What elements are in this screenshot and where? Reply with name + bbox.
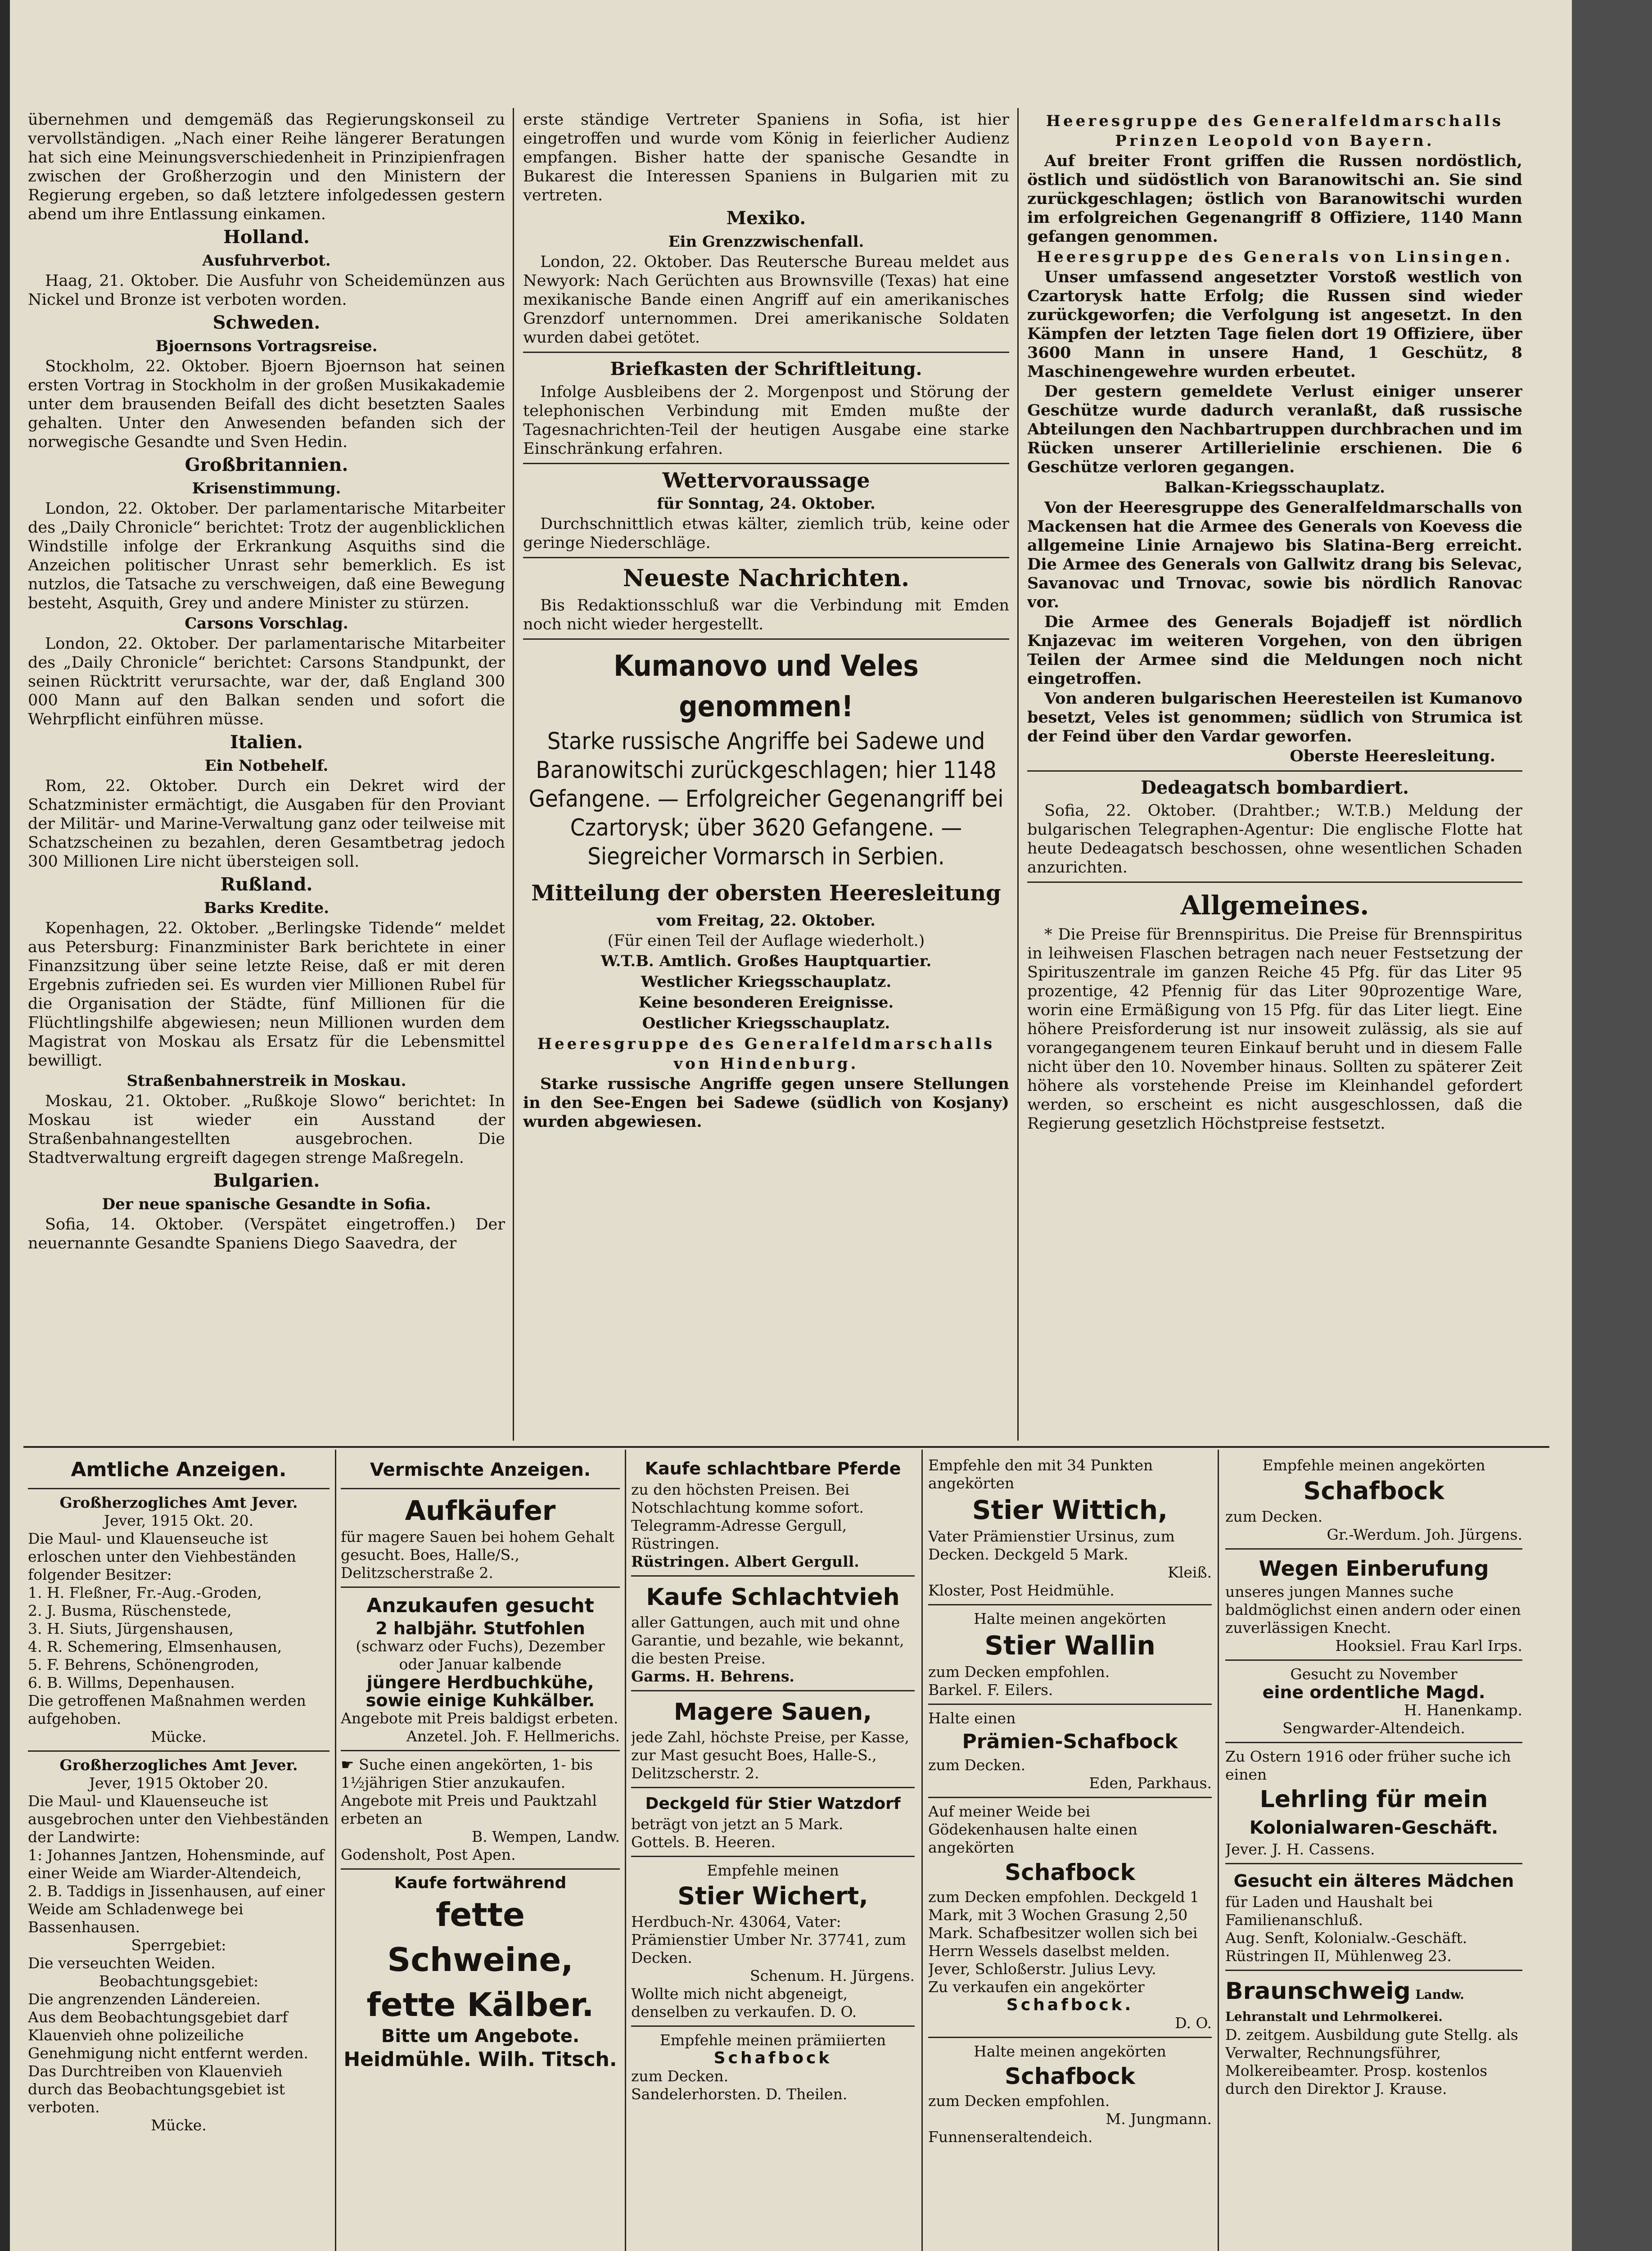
column-rule-1	[513, 108, 514, 1441]
ad-heading: Stier Wittich,	[972, 1495, 1168, 1525]
ad-section-title: Amtliche Anzeigen.	[71, 1458, 287, 1481]
ad-heading: Großherzogliches Amt Jever.	[59, 1756, 298, 1774]
divider	[523, 463, 1009, 464]
subheading: Der neue spanische Gesandte in Sofia.	[102, 1195, 431, 1213]
divider	[631, 2025, 915, 2027]
ad-text: Das Durchtreiben von Klauenvieh durch das Beobachtungsgebiet ist verboten.	[28, 2062, 285, 2116]
ad-column-4	[928, 1456, 1212, 2251]
ad-heading: Schafbock	[1005, 1859, 1135, 1885]
ad-location: Kloster, Post Heidmühle.	[928, 1582, 1115, 1599]
divider	[631, 1787, 915, 1788]
divider	[1225, 1863, 1522, 1864]
divider	[341, 1587, 620, 1588]
divider	[1225, 1548, 1522, 1550]
ad-heading: Anzukaufen gesucht	[366, 1594, 594, 1617]
ad-text: Auf meiner Weide bei Gödekenhausen halte einen angekörten	[928, 1803, 1137, 1856]
section-heading: Rußland.	[220, 874, 313, 895]
ad-subheading: 2 halbjähr. Stutfohlen	[375, 1618, 585, 1638]
divider	[341, 1488, 620, 1489]
ad-column-3	[631, 1456, 915, 2251]
ad-text: zum Decken empfohlen.	[928, 1663, 1110, 1681]
ad-signature: Jever. J. H. Cassens.	[1225, 1840, 1375, 1858]
section-heading: Mitteilung der obersten Heeresleitung	[531, 881, 1001, 906]
section-rule	[23, 1446, 1549, 1448]
ad-heading: Lehrling für mein	[1259, 1786, 1488, 1813]
subheading: Straßenbahnerstreik in Moskau.	[126, 1072, 406, 1090]
ad-signature: Heidmühle. Wilh. Titsch.	[343, 2048, 617, 2071]
ad-heading: Wegen Einberufung	[1259, 1556, 1489, 1581]
divider	[631, 1575, 915, 1577]
headline-main: Kumanovo und Veles genommen!	[614, 650, 919, 723]
divider	[523, 638, 1009, 640]
paragraph: erste ständige Vertreter Spaniens in Sofia, ist hier eingetroffen und wurde vom König in feierlicher Audienz empfangen. Bisher hatte der spanische Gesandte in Bukarest die Interessen Spaniens in Bulgarien mit zu vertreten.	[523, 111, 1009, 204]
divider	[928, 1704, 1212, 1705]
divider	[1027, 770, 1522, 772]
ad-label: Beobachtungsgebiet:	[99, 1972, 259, 1990]
paragraph: Unser umfassend angesetzter Vorstoß westlich von Czartorysk hatte Erfolg; die Russen sind wieder zurückgeworfen; die Verfolgung ist angesetzt. In den Kämpfen der letzten Tage fielen dort 19 Offiziere, über 3600 Mann in unsere Hand, 1 Geschütz, 8 Maschinengewehre wurden erbeutet.	[1027, 268, 1522, 381]
ad-heading: Stier Wichert,	[677, 1882, 868, 1910]
ad-heading: Stier Wallin	[984, 1630, 1155, 1661]
section-heading: Schweden.	[212, 312, 320, 333]
paragraph: Bis Redaktionsschluß war die Verbindung mit Emden noch nicht wieder hergestellt.	[523, 597, 1009, 633]
paragraph: Kopenhagen, 22. Oktober. „Berlingske Tidende“ meldet aus Petersburg: Finanzminister Bark berichtete in einer Finanzsitzung über seine letzte Reise, daß er mit deren Ergebnis zufrieden sei. Es wurden vier Millionen Rubel für die Organisation der Städte, fünf Millionen für die Flüchtlingshilfe abgewiesen; neun Millionen wurden dem Magistrat von Moskau als Ersatz für die Lebensmittel bewilligt.	[28, 919, 505, 1070]
ad-heading: Aufkäufer	[405, 1495, 556, 1527]
ad-rule-3	[921, 1450, 923, 2251]
pointing-hand-icon: ☛	[341, 1756, 359, 1773]
ad-text: zum Decken empfohlen.	[928, 2092, 1110, 2110]
ad-heading: Kolonialwaren-Geschäft.	[1249, 1817, 1499, 1838]
list-item: 2. J. Busma, Rüschenstede,	[28, 1602, 232, 1619]
subheading: vom Freitag, 22. Oktober.	[656, 912, 876, 930]
ad-heading: Großherzogliches Amt Jever.	[59, 1494, 298, 1511]
paragraph: Der gestern gemeldete Verlust einiger unserer Geschütze wurde dadurch veranlaßt, daß russische Abteilungen den Nachbartruppen durchbrachen und im Rücken unserer Artillerielinie erschienen. Die 6 Geschütze verloren gegangen.	[1027, 382, 1522, 476]
ad-signature: Kleiß.	[1168, 1564, 1212, 1581]
ad-text-content: Suche einen angekörten, 1- bis 1½jährigen Stier anzukaufen. Angebote mit Preis und Pauktzahl erbeten an	[341, 1756, 597, 1827]
ad-text: für Laden und Haushalt bei Familienanschluß.	[1225, 1893, 1433, 1929]
subheading: für Sonntag, 24. Oktober.	[657, 495, 876, 513]
paragraph: * Die Preise für Brennspiritus. Die Preise für Brennspiritus in leihweisen Flaschen betragen nach neuer Festsetzung der Spirituszentrale im ganzen Reiche 45 Pfg. für das Liter 95 prozentige, 42 Pfennig für das Liter 90prozentige Ware, worin eine Ermäßigung von 15 Pfg. für das Liter liegt. Eine höhere Preisforderung ist nur insoweit zulässig, als sie auf vorangegangenem teuren Einkauf beruht und in diesem Falle nicht über den 10. November hinaus. Sollten zu späterer Zeit höhere als vorstehende Preise im Kleinhandel gefordert werden, so erscheint es nicht ausgeschlossen, daß die Regierung gesetzlich Höchstpreise festsetzt.	[1027, 926, 1522, 1133]
newspaper-page	[10, 0, 1572, 2251]
ad-heading: Braunschweig	[1225, 1978, 1411, 2005]
ad-text: Gesucht zu November	[1290, 1665, 1458, 1683]
ad-text: Angebote mit Preis baldigst erbeten.	[341, 1709, 618, 1727]
ad-heading: Schafbock	[713, 2049, 832, 2067]
section-heading: Mexiko.	[726, 208, 806, 229]
ad-signature: H. Hanenkamp.	[1404, 1701, 1522, 1719]
divider	[523, 557, 1009, 558]
ad-subheading: eine ordentliche Magd.	[1262, 1682, 1485, 1702]
ad-heading: Gesucht ein älteres Mädchen	[1233, 1871, 1514, 1891]
ad-signature: Aug. Senft, Kolonialw.-Geschäft. Rüstringen II, Mühlenweg 23.	[1225, 1929, 1467, 1965]
ad-subheading: jüngere Herdbuchkühe,	[366, 1672, 594, 1692]
paragraph: Sofia, 22. Oktober. (Drahtber.; W.T.B.) Meldung der bulgarischen Telegraphen-Agentur: Die englische Flotte hat heute Dedeagatsch beschossen, ohne wesentlichen Schaden anzurichten.	[1027, 802, 1522, 877]
ad-rule-1	[335, 1450, 336, 2251]
ad-headline: fette Kälber.	[366, 1986, 594, 2024]
ad-rule-4	[1218, 1450, 1219, 2251]
list-item: 5. F. Behrens, Schönengroden,	[28, 1656, 259, 1673]
subheading: Ausfuhrverbot.	[202, 252, 331, 270]
divider	[928, 2037, 1212, 2038]
ad-signature: Eden, Parkhaus.	[1089, 1774, 1212, 1792]
ad-signature: Garms. H. Behrens.	[631, 1668, 794, 1685]
ad-heading: Prämien-Schafbock	[962, 1730, 1178, 1753]
ad-label: Sperrgebiet:	[131, 1936, 226, 1954]
paragraph: London, 22. Oktober. Das Reutersche Bureau meldet aus Newyork: Nach Gerüchten aus Brownsville (Texas) hat eine mexikanische Bande einen Angriff auf ein amerikanisches Grenzdorf unternommen. Drei amerikanische Soldaten wurden dabei getötet.	[523, 253, 1009, 347]
ad-heading: Kaufe Schlachtvieh	[646, 1584, 900, 1611]
ad-signature: Hooksiel. Frau Karl Irps.	[1335, 1637, 1522, 1654]
section-heading: Großbritannien.	[185, 454, 348, 475]
ad-subheading: Landw. Lehranstalt und Lehrmolkerei.	[1225, 1987, 1464, 2024]
list-item: 2. B. Taddigs in Jissenhausen, auf einer Weide am Schladenwege bei Bassenhausen.	[28, 1882, 325, 1936]
article-column-2	[523, 110, 1009, 1443]
ad-subheading: sowie einige Kuhkälber.	[366, 1691, 595, 1710]
divider	[341, 1750, 620, 1751]
ad-heading: Magere Sauen,	[674, 1699, 872, 1726]
ad-signature: Gottels. B. Heeren.	[631, 1833, 776, 1851]
section-heading: Allgemeines.	[1180, 890, 1369, 921]
ad-text	[341, 1756, 620, 1828]
list-item: 4. R. Schemering, Elmsenhausen,	[28, 1638, 282, 1655]
divider	[341, 1868, 620, 1870]
ad-signature: D. O.	[1175, 2014, 1212, 2032]
ad-text: Halte einen	[928, 1709, 1016, 1727]
list-item: 6. B. Willms, Depenhausen.	[28, 1674, 235, 1691]
ad-text: zum Decken empfohlen. Deckgeld 1 Mark, mit 3 Wochen Grasung 2,50 Mark. Schafbesitzer wollen sich bei Herrn Wessels daselbst melden.	[928, 1888, 1200, 1960]
divider	[1225, 1742, 1522, 1743]
page-spine	[0, 0, 10, 2251]
ad-text: D. zeitgem. Ausbildung gute Stellg. als Verwalter, Rechnungsführer, Molkereibeamter. Prosp. kostenlos durch den Direktor J. Krause.	[1225, 2026, 1518, 2097]
paragraph: London, 22. Oktober. Der parlamentarische Mitarbeiter des „Daily Chronicle“ berichtet: Carsons Standpunkt, der seinen Rücktritt verursachte, war der, daß England 300 000 Mann auf den Balkan senden und sofort die Wehrpflicht einführen müsse.	[28, 635, 505, 728]
ad-location: Godensholt, Post Apen.	[341, 1846, 516, 1863]
ad-signature: Gr.-Werdum. Joh. Jürgens.	[1327, 1526, 1522, 1543]
ad-text: Halte meinen angekörten	[974, 1610, 1166, 1627]
paragraph: Haag, 21. Oktober. Die Ausfuhr von Scheidemünzen aus Nickel und Bronze ist verboten worden.	[28, 272, 505, 309]
ad-text: Die getroffenen Maßnahmen werden aufgehoben.	[28, 1692, 306, 1727]
list-item: 1: Johannes Jantzen, Hohensminde, auf einer Weide am Wiarder-Altendeich,	[28, 1846, 325, 1882]
ad-signature: Mücke.	[151, 1728, 207, 1745]
paragraph: übernehmen und demgemäß das Regierungskonseil zu vervollständigen. „Nach einer Reihe längerer Beratungen hat sich eine Meinungsverschiedenheit in Prinzipienfragen zwischen der Großherzogin und den Ministern der Regierung ergeben, so daß letztere infolgedessen gestern abend um ihre Entlassung einkamen.	[28, 111, 505, 223]
ad-signature: Barkel. F. Eilers.	[928, 1681, 1053, 1699]
list-item: 3. H. Siuts, Jürgenshausen,	[28, 1620, 234, 1637]
subheading: Westlicher Kriegsschauplatz.	[641, 973, 892, 991]
subheading: Ein Notbehelf.	[204, 757, 329, 775]
ad-text: zu den höchsten Preisen. Bei Notschlachtung komme sofort. Telegramm-Adresse Gergull, Rüstringen.	[631, 1481, 864, 1552]
page-edge-background	[1572, 0, 1652, 2251]
paragraph: Von der Heeresgruppe des Generalfeldmarschalls von Mackensen hat die Armee des Generals von Koevess die allgemeine Linie Arnajewo bis Slatina-Berg erreicht. Die Armee des Generals von Gallwitz drang bis Selevac, Savanovac und Trnovac, sowie bis nördlich Ranovac vor.	[1027, 498, 1522, 611]
paragraph: Durchschnittlich etwas kälter, ziemlich trüb, keine oder geringe Niederschläge.	[523, 515, 1009, 552]
section-heading: Bulgarien.	[213, 1170, 320, 1191]
ad-location: Funnenseraltendeich.	[928, 2128, 1093, 2146]
article-column-3	[1027, 110, 1522, 1443]
ad-text: Herdbuch-Nr. 43064, Vater: Prämienstier Umber Nr. 37741, zum Decken.	[631, 1913, 906, 1966]
ad-text: beträgt von jetzt an 5 Mark.	[631, 1815, 844, 1833]
ad-section-title: Vermischte Anzeigen.	[370, 1460, 591, 1480]
divider	[1027, 881, 1522, 883]
paragraph: Rom, 22. Oktober. Durch ein Dekret wird der Schatzminister ermächtigt, die Ausgaben für den Proviant der Militär- und Marine-Verwaltung ganz oder teilweise mit Schatzscheinen zu bezahlen, deren Gesamtbetrag jedoch 300 Millionen Lire nicht übersteigen soll.	[28, 777, 505, 871]
ad-headline: fette Schweine,	[387, 1896, 573, 1979]
ad-date: Jever, 1915 Oktober 20.	[89, 1774, 269, 1792]
subheading: Krisenstimmung.	[192, 479, 341, 497]
ad-text: Die verseuchten Weiden.	[28, 1954, 216, 1972]
paragraph: Stockholm, 22. Oktober. Bjoern Bjoernson hat seinen ersten Vortrag in Stockholm in der großen Musikakademie unter dem brausenden Beifall des dicht besetzten Saales gehalten. Unter den Anwesenden befanden sich der norwegische Gesandte und Sven Hedin.	[28, 357, 505, 451]
divider	[1225, 1659, 1522, 1661]
ad-text: unseres jungen Mannes suche baldmöglichst einen andern oder einen zuverlässigen Knecht.	[1225, 1583, 1521, 1636]
section-heading: Wettervoraussage	[662, 468, 870, 493]
ad-braunschweig	[1225, 1975, 1522, 2026]
subheading: Oestlicher Kriegsschauplatz.	[642, 1014, 890, 1032]
ad-text: Die Maul- und Klauenseuche ist ausgebrochen unter den Viehbeständen der Landwirte:	[28, 1792, 329, 1846]
subheading: Keine besonderen Ereignisse.	[638, 994, 894, 1012]
ad-text: Die Maul- und Klauenseuche ist erloschen unter den Viehbeständen folgender Besitzer:	[28, 1530, 296, 1583]
ad-heading: Schafbock	[1303, 1477, 1444, 1505]
section-heading: Briefkasten der Schriftleitung.	[610, 358, 922, 380]
ad-list	[28, 1584, 329, 1692]
ad-signature: Mücke.	[151, 2116, 207, 2134]
ad-text: Die angrenzenden Ländereien.	[28, 1990, 261, 2008]
ad-text: Wollte mich nicht abgeneigt, denselben zu verkaufen. D. O.	[631, 1985, 857, 2020]
ad-text: (schwarz oder Fuchs), Dezember oder Januar kalbende	[356, 1637, 605, 1673]
paragraph: Sofia, 14. Oktober. (Verspätet eingetroffen.) Der neuernannte Gesandte Spaniens Diego Saavedra, der	[28, 1216, 505, 1252]
ad-text: Empfehle meinen angekörten	[1262, 1456, 1485, 1474]
ad-signature: Jever, Schloßerstr. Julius Levy.	[928, 1960, 1156, 1978]
subheading: W.T.B. Amtlich. Großes Hauptquartier.	[600, 952, 932, 970]
ad-date: Jever, 1915 Okt. 20.	[104, 1512, 254, 1529]
divider	[523, 352, 1009, 353]
ad-text: Empfehle meinen prämiierten	[659, 2031, 886, 2049]
ad-text: aller Gattungen, auch mit und ohne Garantie, und bezahle, wie bekannt, die besten Preise.	[631, 1614, 904, 1667]
ad-text: Zu Ostern 1916 oder früher suche ich einen	[1225, 1748, 1511, 1783]
subheading: Ein Grenzzwischenfall.	[668, 233, 864, 251]
subheading: Balkan-Kriegsschauplatz.	[1165, 479, 1385, 497]
subheading: Heeresgruppe des Generalfeldmarschalls von Hindenburg.	[537, 1035, 995, 1073]
ad-text: Empfehle den mit 34 Punkten angekörten	[928, 1456, 1153, 1492]
subheading: Barks Kredite.	[203, 899, 329, 917]
divider	[928, 1797, 1212, 1798]
paragraph: Auf breiter Front griffen die Russen nordöstlich, östlich und südöstlich von Baranowitschi an. Sie sind zurückgeschlagen; östlich von Baranowitschi wurden im erfolgreichen Gegenangriff 8 Offiziere, 1140 Mann gefangen genommen.	[1027, 152, 1522, 246]
paragraph: Starke russische Angriffe gegen unsere Stellungen in den See-Engen bei Sadewe (südlich von Kosjany) wurden abgewiesen.	[523, 1075, 1009, 1131]
section-heading: Dedeagatsch bombardiert.	[1141, 777, 1409, 798]
paragraph: Moskau, 21. Oktober. „Rußkoje Slowo“ berichtet: In Moskau ist wieder ein Ausstand der Straßenbahnangestellten ausgebrochen. Die Stadtverwaltung ergreift dagegen strenge Maßregeln.	[28, 1092, 505, 1167]
ad-heading: Kaufe fortwährend	[394, 1874, 567, 1892]
subheading: Heeresgruppe des Generalfeldmarschalls Prinzen Leopold von Bayern.	[1046, 112, 1504, 150]
divider	[28, 1750, 329, 1752]
ad-heading: Schafbock	[1005, 2063, 1135, 2089]
ad-column-2	[341, 1456, 620, 2251]
paragraph: Von anderen bulgarischen Heeresteilen ist Kumanovo besetzt, Veles ist genommen; südlich von Strumica ist der Feind über den Vardar geworfen.	[1027, 689, 1522, 746]
divider	[1225, 1970, 1522, 1971]
ad-signature: M. Jungmann.	[1106, 2110, 1212, 2128]
ad-text: Zu verkaufen ein angekörter	[928, 1978, 1145, 1996]
divider	[928, 1604, 1212, 1605]
headline-sub: Starke russische Angriffe bei Sadewe und Baranowitschi zurückgeschlagen; hier 1148 Gefangene. — Erfolgreicher Gegenangriff bei Czartorysk; über 3620 Gefangene. — Siegreicher Vormarsch in Serbien.	[528, 728, 1004, 870]
divider	[28, 1488, 329, 1489]
ad-heading: Schafbock.	[1006, 1996, 1134, 2014]
ad-text: Halte meinen angekörten	[974, 2043, 1166, 2060]
ad-subheading: Bitte um Angebote.	[381, 2026, 580, 2047]
ad-heading: Kaufe schlachtbare Pferde	[645, 1459, 901, 1478]
subheading: Heeresgruppe des Generals von Linsingen.	[1036, 248, 1513, 266]
subheading: Bjoernsons Vortragsreise.	[155, 337, 378, 355]
ad-column-5	[1225, 1456, 1522, 2251]
ad-text: Empfehle meinen	[707, 1862, 839, 1879]
ad-column-1	[28, 1456, 329, 2251]
ad-signature: B. Wempen, Landw.	[472, 1828, 620, 1845]
article-column-1	[28, 110, 505, 1443]
signature: Oberste Heeresleitung.	[1290, 747, 1495, 765]
subheading: Carsons Vorschlag.	[185, 615, 348, 633]
ad-signature: Schenum. H. Jürgens.	[750, 1967, 915, 1984]
paragraph: London, 22. Oktober. Der parlamentarische Mitarbeiter des „Daily Chronicle“ berichtet: Trotz der augenblicklichen Windstille infolge der Erkrankung Asquiths sind die Anzeichen politischer Unrast sehr bemerklich. Es ist nutzlos, die Tatsache zu verschweigen, daß eine Bewegung besteht, Asquith, Grey und andere Minister zu stürzen.	[28, 500, 505, 612]
ad-location: Sengwarder-Altendeich.	[1282, 1719, 1465, 1737]
section-heading: Holland.	[223, 226, 310, 248]
section-heading: Italien.	[230, 732, 303, 753]
paragraph: Infolge Ausbleibens der 2. Morgenpost und Störung der telephonischen Verbindung mit Emden mußte der Tagesnachrichten-Teil der heutigen Ausgabe eine starke Einschränkung erfahren.	[523, 383, 1009, 458]
column-rule-2	[1017, 108, 1019, 1441]
ad-text: Vater Prämienstier Ursinus, zum Decken. Deckgeld 5 Mark.	[928, 1528, 1175, 1563]
ad-signature: Rüstringen. Albert Gergull.	[631, 1553, 859, 1570]
divider	[631, 1690, 915, 1691]
ad-text: für magere Sauen bei hohem Gehalt gesucht. Boes, Halle/S., Delitzscherstraße 2.	[341, 1528, 614, 1582]
paragraph: Die Armee des Generals Bojadjeff ist nördlich Knjazevac im weiteren Vorgehen, von den übrigen Teilen der Armee sind die Meldungen noch nicht eingetroffen.	[1027, 613, 1522, 688]
ad-heading: Deckgeld für Stier Watzdorf	[645, 1794, 901, 1813]
divider	[631, 1856, 915, 1857]
ad-signature: Sandelerhorsten. D. Theilen.	[631, 2085, 848, 2103]
ad-text: zum Decken.	[631, 2067, 729, 2085]
list-item: 1. H. Fleßner, Fr.-Aug.-Groden,	[28, 1584, 262, 1601]
ad-rule-2	[625, 1450, 626, 2251]
note: (Für einen Teil der Auflage wiederholt.)	[607, 932, 925, 950]
section-heading: Neueste Nachrichten.	[623, 565, 910, 592]
ad-text: zum Decken.	[1225, 1508, 1323, 1525]
ad-text: Aus dem Beobachtungsgebiet darf Klauenvieh ohne polizeiliche Genehmigung nicht entfernt werden.	[28, 2008, 308, 2062]
ad-text: zum Decken.	[928, 1756, 1026, 1774]
ad-signature: Anzetel. Joh. F. Hellmerichs.	[406, 1727, 620, 1745]
ad-text: jede Zahl, höchste Preise, per Kasse, zur Mast gesucht Boes, Halle-S., Delitzscherstr. 2.	[631, 1728, 910, 1782]
